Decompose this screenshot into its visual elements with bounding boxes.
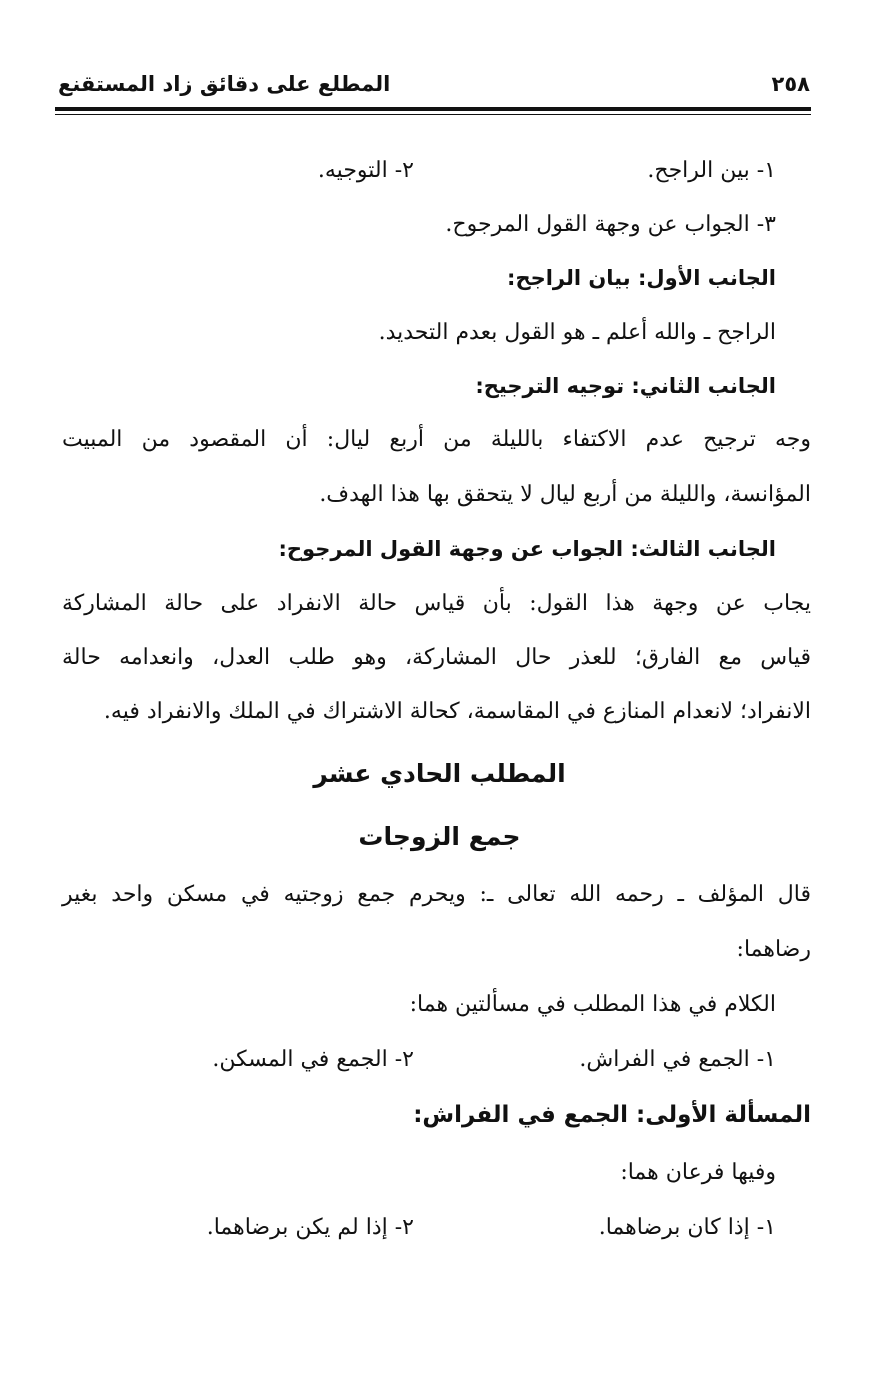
paragraph-line: المؤانسة، والليلة من أربع ليال لا يتحقق بها هذا الهدف. (319, 482, 811, 507)
page-number: ٢٥٨ (771, 72, 810, 96)
list-item: ٣- الجواب عن وجهة القول المرجوح. (445, 212, 776, 237)
list-item: ٢- الجمع في المسكن. (212, 1047, 414, 1072)
section-heading: الجانب الثاني: توجيه الترجيح: (475, 374, 776, 398)
section-heading: المسألة الأولى: الجمع في الفراش: (413, 1102, 811, 1128)
paragraph-line: رضاهما: (736, 937, 811, 962)
list-item: ١- الجمع في الفراش. (579, 1047, 776, 1072)
section-title: المطلب الحادي عشر (313, 759, 566, 788)
list-item: ١- بين الراجح. (647, 158, 776, 183)
paragraph-line: وجه ترجيح عدم الاكتفاء بالليلة من أربع ليال: أن المقصود من المبيت (62, 427, 811, 452)
section-heading: الجانب الأول: بيان الراجح: (507, 266, 776, 290)
section-subtitle: جمع الزوجات (358, 822, 521, 851)
paragraph-line: وفيها فرعان هما: (620, 1160, 776, 1185)
section-heading: الجانب الثالث: الجواب عن وجهة القول المرجوح: (278, 537, 776, 561)
header-rule-thin (55, 114, 811, 115)
paragraph-line: قياس مع الفارق؛ للعذر حال المشاركة، وهو طلب العدل، وانعدامه حالة (62, 645, 811, 670)
paragraph-line: الكلام في هذا المطلب في مسألتين هما: (409, 992, 776, 1017)
page-header (58, 72, 810, 102)
paragraph-line: الانفراد؛ لانعدام المنازع في المقاسمة، كحالة الاشتراك في الملك والانفراد فيه. (103, 699, 811, 724)
list-item: ٢- إذا لم يكن برضاهما. (206, 1215, 414, 1240)
running-title: المطلع على دقائق زاد المستقنع (58, 72, 391, 96)
paragraph-line: قال المؤلف ـ رحمه الله تعالى ـ: ويحرم جمع زوجتيه في مسكن واحد بغير (62, 882, 811, 907)
paragraph-line: يجاب عن وجهة هذا القول: بأن قياس حالة الانفراد على حالة المشاركة (62, 591, 811, 616)
list-item: ١- إذا كان برضاهما. (598, 1215, 776, 1240)
list-item: ٢- التوجيه. (317, 158, 414, 183)
header-rule-thick (55, 107, 811, 111)
paragraph-line: الراجح ـ والله أعلم ـ هو القول بعدم التحديد. (378, 320, 776, 345)
